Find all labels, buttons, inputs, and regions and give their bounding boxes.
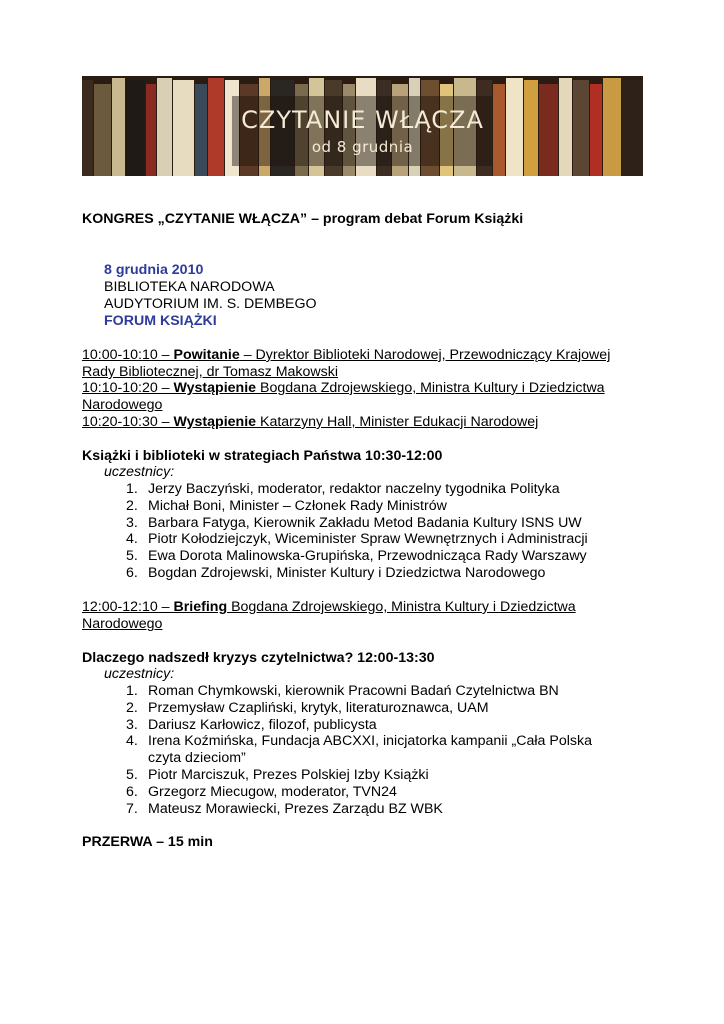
- schedule-item-briefing: 12:00-12:10 – Briefing Bogdana Zdrojewskiego, Ministra Kultury i Dziedzictwa: [82, 599, 576, 615]
- list-number: 1.: [126, 481, 138, 497]
- participant-item: [126, 498, 447, 515]
- participant-text: Grzegorz Miecugow, moderator, TVN24: [148, 783, 397, 800]
- participant-text: Ewa Dorota Malinowska-Grupińska, Przewodnicząca Rady Warszawy: [148, 548, 587, 565]
- list-number: 6.: [126, 783, 138, 800]
- participant-text: Piotr Marciszuk, Prezes Polskiej Izby Książki: [148, 767, 429, 783]
- banner-title: CZYTANIE WŁĄCZA: [241, 106, 484, 134]
- header-banner: [82, 76, 643, 176]
- list-number: 3.: [126, 716, 138, 733]
- participant-text: Irena Koźmińska, Fundacja ABCXXI, inicjatorka kampanii „Cała Polska: [148, 733, 592, 750]
- panel-2-title: Dlaczego nadszedł kryzys czytelnictwa? 12:00-13:30: [82, 650, 435, 666]
- participant-item: [126, 548, 587, 565]
- schedule-item-welcome: 10:00-10:10 – Powitanie – Dyrektor Biblioteki Narodowej, Przewodniczący Krajowej: [82, 347, 611, 363]
- participant-text: Piotr Kołodziejczyk, Wiceminister Spraw Wewnętrznych i Administracji: [148, 531, 588, 548]
- participant-item: [126, 565, 545, 582]
- list-number: 2.: [126, 699, 138, 716]
- schedule-item-speech-1-cont: Narodowego: [82, 397, 163, 413]
- break-notice: PRZERWA – 15 min: [82, 834, 213, 850]
- list-number: 2.: [126, 497, 138, 514]
- participant-text: Roman Chymkowski, kierownik Pracowni Badań Czytelnictwa BN: [148, 683, 559, 699]
- participant-text: Michał Boni, Minister – Członek Rady Ministrów: [148, 497, 447, 514]
- list-number: 4.: [126, 531, 138, 548]
- list-number: 3.: [126, 514, 138, 531]
- participant-item: [126, 784, 397, 801]
- participant-text: Mateusz Morawiecki, Prezes Zarządu BZ WBK: [148, 800, 443, 817]
- schedule-item-speech-1: 10:10-10:20 – Wystąpienie Bogdana Zdrojewskiego, Ministra Kultury i Dziedzictwa: [82, 380, 605, 396]
- participant-item: [126, 767, 429, 784]
- event-forum: FORUM KSIĄŻKI: [104, 313, 217, 329]
- event-date: 8 grudnia 2010: [104, 262, 204, 278]
- schedule-item-briefing-cont: Narodowego: [82, 616, 163, 632]
- list-number: 1.: [126, 683, 138, 699]
- panel-2-participants-label: uczestnicy:: [104, 666, 175, 682]
- participant-text: czyta dzieciom”: [148, 750, 246, 767]
- participant-text: Przemysław Czapliński, krytyk, literaturoznawca, UAM: [148, 699, 489, 716]
- document-heading: KONGRES „CZYTANIE WŁĄCZA” – program debat Forum Książki: [82, 211, 524, 227]
- participant-item: [126, 515, 582, 532]
- banner-subtitle: od 8 grudnia: [311, 138, 414, 156]
- event-venue: BIBLIOTEKA NARODOWA: [104, 279, 275, 295]
- panel-1-title: Książki i biblioteki w strategiach Państwa 10:30-12:00: [82, 448, 443, 464]
- participant-text: Dariusz Karłowicz, filozof, publicysta: [148, 716, 377, 733]
- participant-item: [126, 531, 588, 548]
- participant-text: Barbara Fatyga, Kierownik Zakładu Metod Badania Kultury ISNS UW: [148, 514, 582, 531]
- list-number: 5.: [126, 548, 138, 565]
- participant-item: [126, 700, 489, 717]
- participant-item: [126, 717, 377, 734]
- event-room: AUDYTORIUM IM. S. DEMBEGO: [104, 296, 317, 312]
- participant-item: [126, 683, 559, 700]
- list-number: 5.: [126, 767, 138, 783]
- participant-item: [126, 801, 443, 818]
- schedule-item-welcome-cont: Rady Bibliotecznej, dr Tomasz Makowski: [82, 364, 338, 380]
- panel-1-participants-label: uczestnicy:: [104, 464, 175, 480]
- participant-text: Jerzy Baczyński, moderator, redaktor naczelny tygodnika Polityka: [148, 481, 560, 497]
- schedule-item-speech-2: 10:20-10:30 – Wystąpienie Katarzyny Hall, Minister Edukacji Narodowej: [82, 414, 539, 430]
- list-number: 7.: [126, 800, 138, 817]
- participant-item: [126, 481, 560, 498]
- list-number: 4.: [126, 733, 138, 750]
- list-number: 6.: [126, 565, 138, 581]
- participant-item: [126, 733, 592, 750]
- participant-item: [148, 750, 246, 767]
- participant-text: Bogdan Zdrojewski, Minister Kultury i Dziedzictwa Narodowego: [148, 565, 546, 581]
